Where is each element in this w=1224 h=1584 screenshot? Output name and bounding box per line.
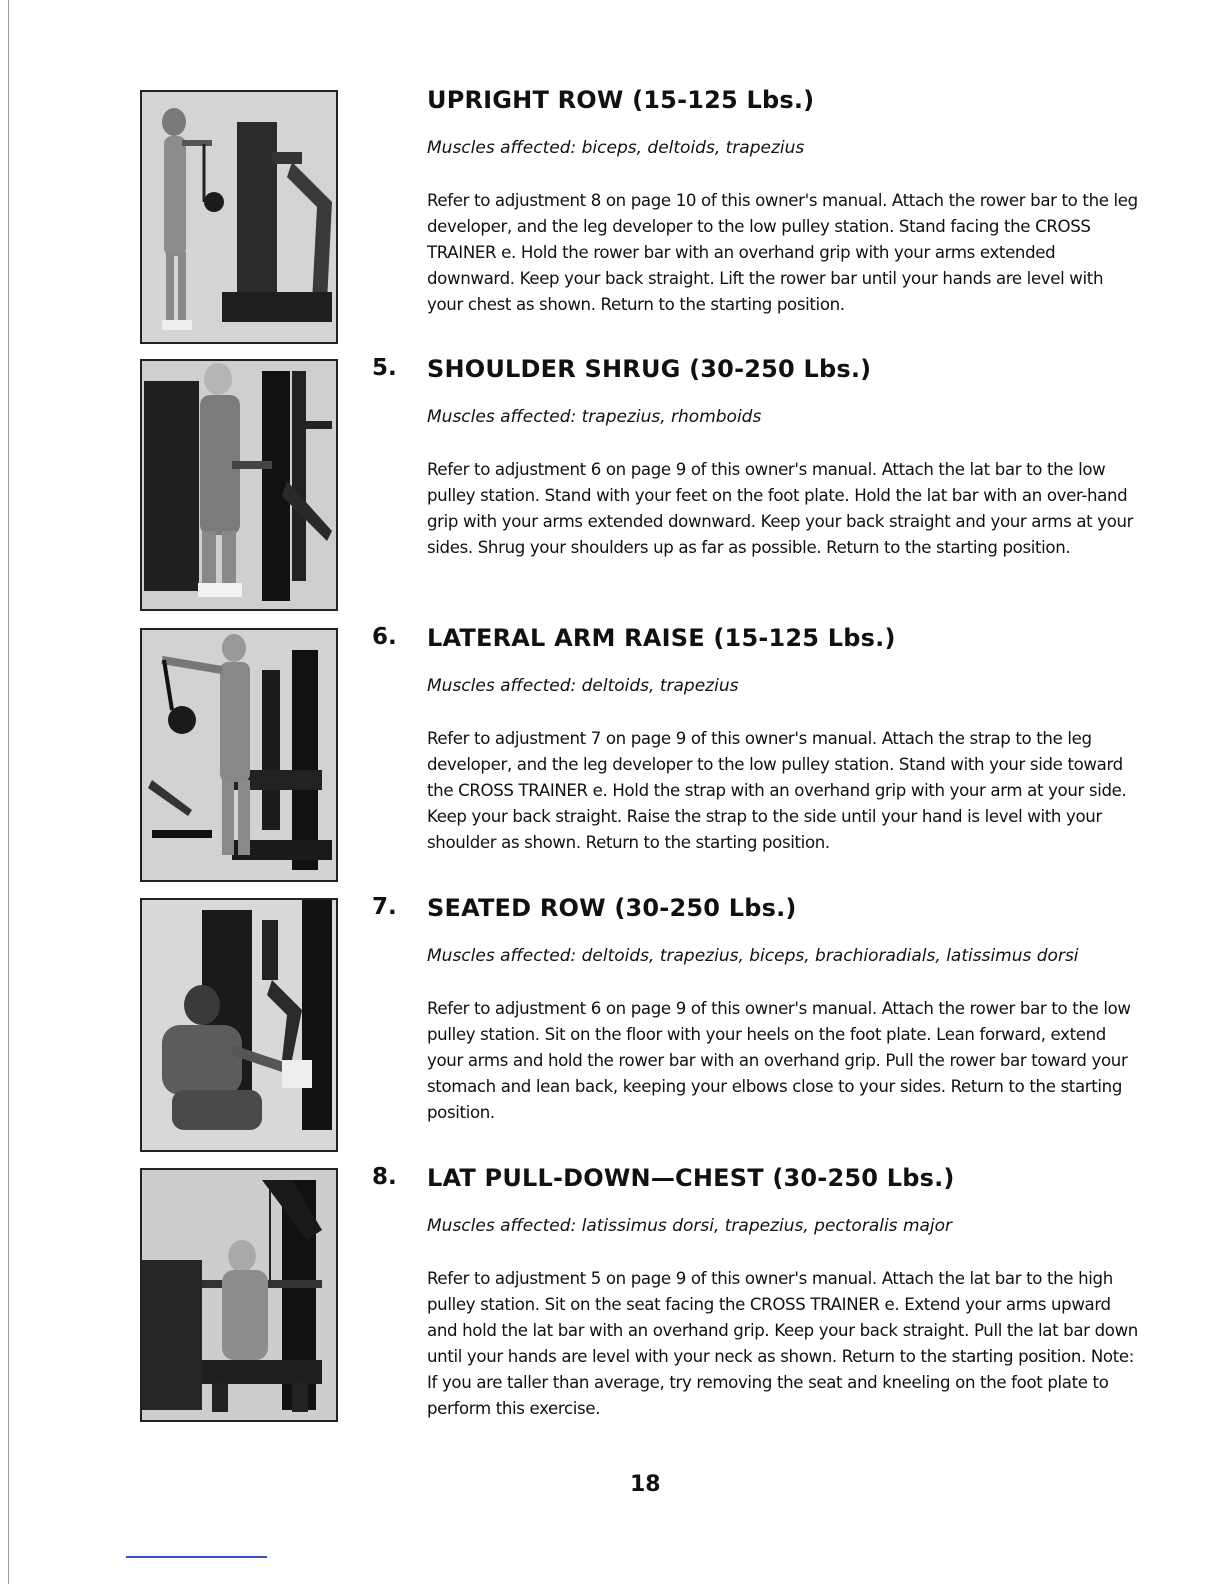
exercise-photo-lat-pull-down [140,1168,338,1422]
exercise-photo-shoulder-shrug [140,359,338,611]
page-edge-rule [8,0,9,1584]
exercise-title: SEATED ROW (30-250 Lbs.) [427,894,797,922]
exercise-number: 8. [372,1164,397,1190]
muscles-affected: Muscles affected: trapezius, rhomboids [427,407,762,427]
exercise-title: UPRIGHT ROW (15-125 Lbs.) [427,86,815,114]
exercise-instructions: Refer to adjustment 7 on page 9 of this owner's manual. Attach the strap to the leg developer, and the leg developer to the low pulley station. Stand with your side toward the CROSS TRAINER e. Hold the strap with an overhand grip with your arm at your side. Keep your back straight. Raise the strap to the side until your hand is level with your shoulder as shown. Return to the starting position. [427,729,1127,852]
muscles-affected: Muscles affected: latissimus dorsi, trapezius, pectoralis major [427,1216,953,1236]
exercise-title: LATERAL ARM RAISE (15-125 Lbs.) [427,624,896,652]
exercise-number: 5. [372,355,397,381]
exercise-instructions: Refer to adjustment 6 on page 9 of this owner's manual. Attach the rower bar to the low pulley station. Sit on the floor with your heels on the foot plate. Lean forward, extend your arms and hold the rower bar with an overhand grip. Pull the rower bar toward your stomach and lean back, keeping your elbows close to your sides. Return to the starting position. [427,999,1131,1122]
exercise-photo-lateral-arm-raise [140,628,338,882]
exercise-number: 7. [372,894,397,920]
exercise-number: 6. [372,624,397,650]
exercise-title: LAT PULL-DOWN—CHEST (30-250 Lbs.) [427,1164,955,1192]
muscles-affected: Muscles affected: deltoids, trapezius [427,676,739,696]
muscles-affected: Muscles affected: deltoids, trapezius, biceps, brachioradials, latissimus dorsi [427,946,1079,966]
exercise-instructions: Refer to adjustment 6 on page 9 of this owner's manual. Attach the lat bar to the low pulley station. Stand with your feet on the foot plate. Hold the lat bar with an over-hand grip with your arms extended downward. Keep your back straight and your arms at your sides. Shrug your shoulders up as far as possible. Return to the starting position. [427,460,1134,557]
exercise-photo-seated-row [140,898,338,1152]
exercise-photo-upright-row [140,90,338,344]
muscles-affected: Muscles affected: biceps, deltoids, trapezius [427,138,805,158]
page-number: 18 [630,1472,661,1497]
bottom-rule [126,1556,267,1558]
exercise-instructions: Refer to adjustment 8 on page 10 of this owner's manual. Attach the rower bar to the leg developer, and the leg developer to the low pulley station. Stand facing the CROSS TRAINER e. Hold the rower bar with an overhand grip with your arms extended downward. Keep your back straight. Lift the rower bar until your hands are level with your chest as shown. Return to the starting position. [427,191,1138,314]
exercise-instructions: Refer to adjustment 5 on page 9 of this owner's manual. Attach the lat bar to the high pulley station. Sit on the seat facing the CROSS TRAINER e. Extend your arms upward and hold the lat bar with an overhand grip. Keep your back straight. Pull the lat bar down until your hands are level with your neck as shown. Return to the starting position. Note: If you are taller than average, try removing the seat and kneeling on the foot plate to perform this exercise. [427,1269,1138,1418]
exercise-title: SHOULDER SHRUG (30-250 Lbs.) [427,355,872,383]
